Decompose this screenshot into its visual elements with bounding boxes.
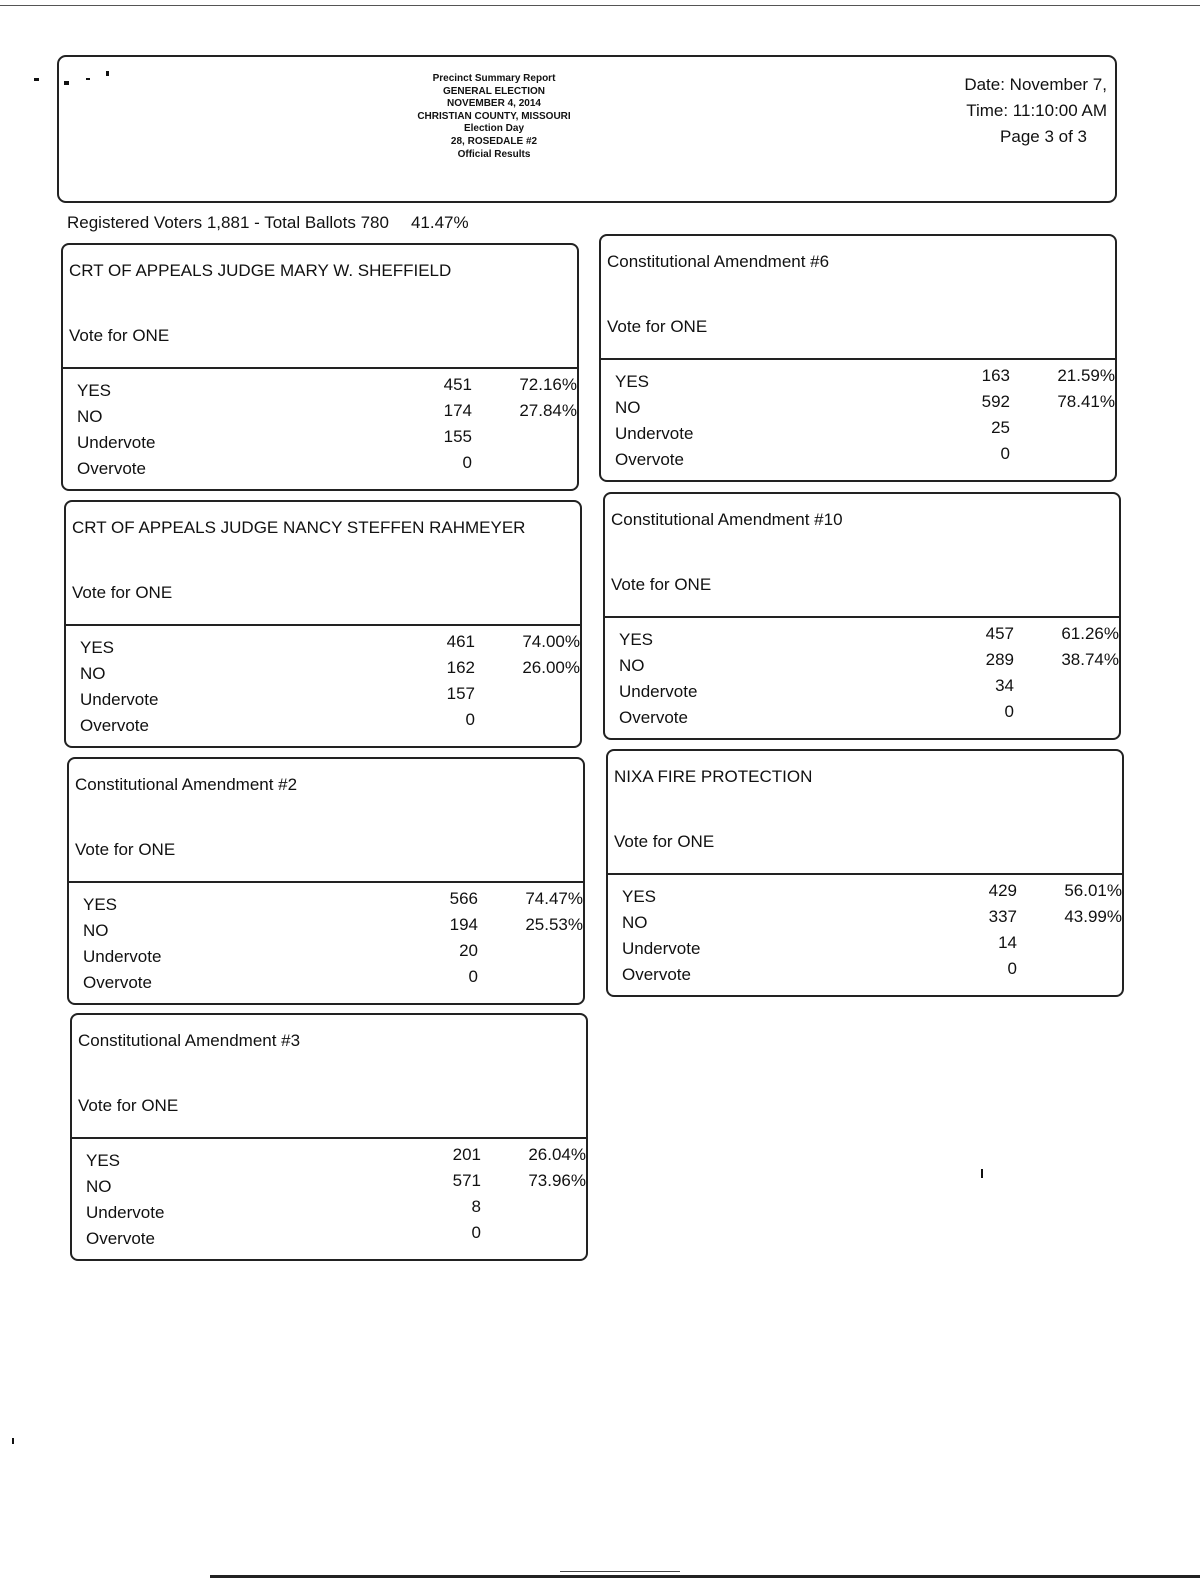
result-row	[77, 375, 577, 407]
contest-box	[606, 749, 1124, 997]
choice-label: NO	[80, 664, 106, 683]
vote-count: 289	[985, 650, 1014, 669]
choice-label: Overvote	[86, 1229, 155, 1248]
contest-title: NIXA FIRE PROTECTION	[614, 767, 813, 786]
result-row	[615, 444, 1115, 476]
result-row	[77, 453, 577, 485]
result-row	[77, 427, 577, 459]
turnout-percent: 41.47%	[410, 213, 469, 232]
contest-box	[67, 757, 585, 1005]
contest-box	[599, 234, 1117, 482]
contest-results	[83, 889, 583, 999]
vote-count: 0	[1000, 444, 1010, 463]
vote-percent: 56.01%	[1064, 881, 1122, 900]
report-header	[57, 55, 1117, 203]
vote-count: 429	[988, 881, 1017, 900]
vote-count: 174	[443, 401, 472, 420]
choice-label: Overvote	[77, 459, 146, 478]
scan-speck	[981, 1169, 983, 1178]
vote-percent: 72.16%	[519, 375, 577, 394]
result-row	[622, 959, 1122, 991]
vote-percent: 74.47%	[525, 889, 583, 908]
result-row	[80, 684, 580, 716]
contest-title: Constitutional Amendment #10	[611, 510, 843, 529]
contest-title: Constitutional Amendment #6	[607, 252, 830, 271]
result-row	[619, 702, 1119, 734]
contest-title: CRT OF APPEALS JUDGE MARY W. SHEFFIELD	[69, 261, 452, 280]
contest-results	[619, 624, 1119, 734]
contest-box	[64, 500, 582, 748]
scan-edge-top	[0, 5, 1200, 6]
result-row	[619, 650, 1119, 682]
vote-for-label: Vote for ONE	[72, 583, 173, 602]
result-row	[77, 401, 577, 433]
vote-percent: 78.41%	[1057, 392, 1115, 411]
result-row	[86, 1145, 586, 1177]
vote-count: 25	[991, 418, 1010, 437]
scan-edge-bottom-mark	[560, 1571, 680, 1572]
vote-percent: 25.53%	[525, 915, 583, 934]
choice-label: Undervote	[86, 1203, 165, 1222]
page-number: Page 3 of 3	[1000, 127, 1087, 146]
precinct-name: 28, ROSEDALE #2	[450, 135, 538, 147]
result-row	[86, 1223, 586, 1255]
result-row	[622, 933, 1122, 965]
contest-divider	[67, 881, 585, 883]
election-name: GENERAL ELECTION	[442, 85, 546, 97]
vote-for-label: Vote for ONE	[69, 326, 170, 345]
choice-label: NO	[619, 656, 645, 675]
result-row	[622, 907, 1122, 939]
choice-label: Undervote	[622, 939, 701, 958]
contest-results	[615, 366, 1115, 476]
choice-label: Overvote	[83, 973, 152, 992]
contest-results	[86, 1145, 586, 1255]
vote-count: 201	[452, 1145, 481, 1164]
vote-count: 571	[452, 1171, 481, 1190]
registered-voters-text: Registered Voters 1,881 - Total Ballots 780	[67, 213, 389, 232]
report-date: Date: November 7,	[964, 75, 1107, 94]
choice-label: NO	[86, 1177, 112, 1196]
vote-count: 14	[998, 933, 1017, 952]
vote-count: 20	[459, 941, 478, 960]
result-row	[86, 1171, 586, 1203]
choice-label: Overvote	[80, 716, 149, 735]
result-row	[615, 392, 1115, 424]
vote-percent: 73.96%	[528, 1171, 586, 1190]
vote-count: 451	[443, 375, 472, 394]
choice-label: Overvote	[622, 965, 691, 984]
result-row	[619, 676, 1119, 708]
vote-count: 0	[462, 453, 472, 472]
vote-count: 566	[449, 889, 478, 908]
choice-label: Undervote	[80, 690, 159, 709]
vote-for-label: Vote for ONE	[75, 840, 176, 859]
contest-title: Constitutional Amendment #2	[75, 775, 298, 794]
contest-title: Constitutional Amendment #3	[78, 1031, 301, 1050]
vote-count: 0	[465, 710, 475, 729]
vote-count: 162	[446, 658, 475, 677]
report-time: Time: 11:10:00 AM	[966, 101, 1107, 120]
choice-label: YES	[83, 895, 118, 914]
result-row	[619, 624, 1119, 656]
vote-count: 592	[981, 392, 1010, 411]
choice-label: NO	[622, 913, 648, 932]
contest-divider	[606, 873, 1124, 875]
vote-percent: 26.00%	[522, 658, 580, 677]
contest-results	[622, 881, 1122, 991]
contest-divider	[70, 1137, 588, 1139]
report-title: Precinct Summary Report	[432, 73, 556, 84]
choice-label: Undervote	[83, 947, 162, 966]
result-row	[83, 889, 583, 921]
contest-title: CRT OF APPEALS JUDGE NANCY STEFFEN RAHMEYER	[72, 518, 526, 537]
vote-count: 0	[1007, 959, 1017, 978]
scan-speck	[34, 78, 39, 81]
vote-for-label: Vote for ONE	[611, 575, 712, 594]
contest-box	[603, 492, 1121, 740]
vote-count: 337	[988, 907, 1017, 926]
choice-label: Overvote	[619, 708, 688, 727]
county-name: CHRISTIAN COUNTY, MISSOURI	[417, 110, 571, 122]
vote-percent: 26.04%	[528, 1145, 586, 1164]
contest-box	[70, 1013, 588, 1261]
vote-percent: 74.00%	[522, 632, 580, 651]
choice-label: Undervote	[77, 433, 156, 452]
vote-percent: 27.84%	[519, 401, 577, 420]
report-meta	[907, 72, 1107, 150]
result-row	[83, 915, 583, 947]
result-row	[615, 418, 1115, 450]
choice-label: Overvote	[615, 450, 684, 469]
vote-count: 0	[1004, 702, 1014, 721]
contest-results	[80, 632, 580, 742]
report-title-block	[389, 73, 599, 161]
choice-label: Undervote	[619, 682, 698, 701]
vote-for-label: Vote for ONE	[78, 1096, 179, 1115]
vote-count: 194	[449, 915, 478, 934]
vote-percent: 38.74%	[1061, 650, 1119, 669]
contest-results	[77, 375, 577, 485]
election-date: NOVEMBER 4, 2014	[447, 98, 541, 110]
vote-count: 155	[443, 427, 472, 446]
results-status: Official Results	[457, 148, 531, 160]
contest-divider	[599, 358, 1117, 360]
contest-box	[61, 243, 579, 491]
result-row	[86, 1197, 586, 1229]
vote-for-label: Vote for ONE	[614, 832, 715, 851]
result-row	[615, 366, 1115, 398]
choice-label: YES	[80, 638, 115, 657]
choice-label: YES	[86, 1151, 121, 1170]
choice-label: YES	[77, 381, 112, 400]
choice-label: Undervote	[615, 424, 694, 443]
vote-count: 163	[981, 366, 1010, 385]
choice-label: NO	[615, 398, 641, 417]
turnout-summary	[67, 213, 469, 233]
vote-count: 457	[985, 624, 1014, 643]
vote-count: 34	[995, 676, 1014, 695]
vote-count: 157	[446, 684, 475, 703]
scan-speck	[12, 1438, 14, 1444]
result-row	[83, 967, 583, 999]
contest-divider	[603, 616, 1121, 618]
vote-percent: 21.59%	[1057, 366, 1115, 385]
vote-percent: 43.99%	[1064, 907, 1122, 926]
choice-label: YES	[622, 887, 657, 906]
result-row	[80, 658, 580, 690]
contest-divider	[64, 624, 582, 626]
choice-label: NO	[77, 407, 103, 426]
contest-divider	[61, 367, 579, 369]
result-row	[80, 710, 580, 742]
election-day-label: Election Day	[463, 123, 525, 135]
vote-count: 0	[468, 967, 478, 986]
vote-for-label: Vote for ONE	[607, 317, 708, 336]
result-row	[622, 881, 1122, 913]
result-row	[80, 632, 580, 664]
vote-count: 461	[446, 632, 475, 651]
vote-count: 0	[471, 1223, 481, 1242]
choice-label: YES	[615, 372, 650, 391]
choice-label: YES	[619, 630, 654, 649]
vote-count: 8	[471, 1197, 481, 1216]
scan-edge-bottom	[210, 1575, 1200, 1578]
result-row	[83, 941, 583, 973]
choice-label: NO	[83, 921, 109, 940]
vote-percent: 61.26%	[1061, 624, 1119, 643]
